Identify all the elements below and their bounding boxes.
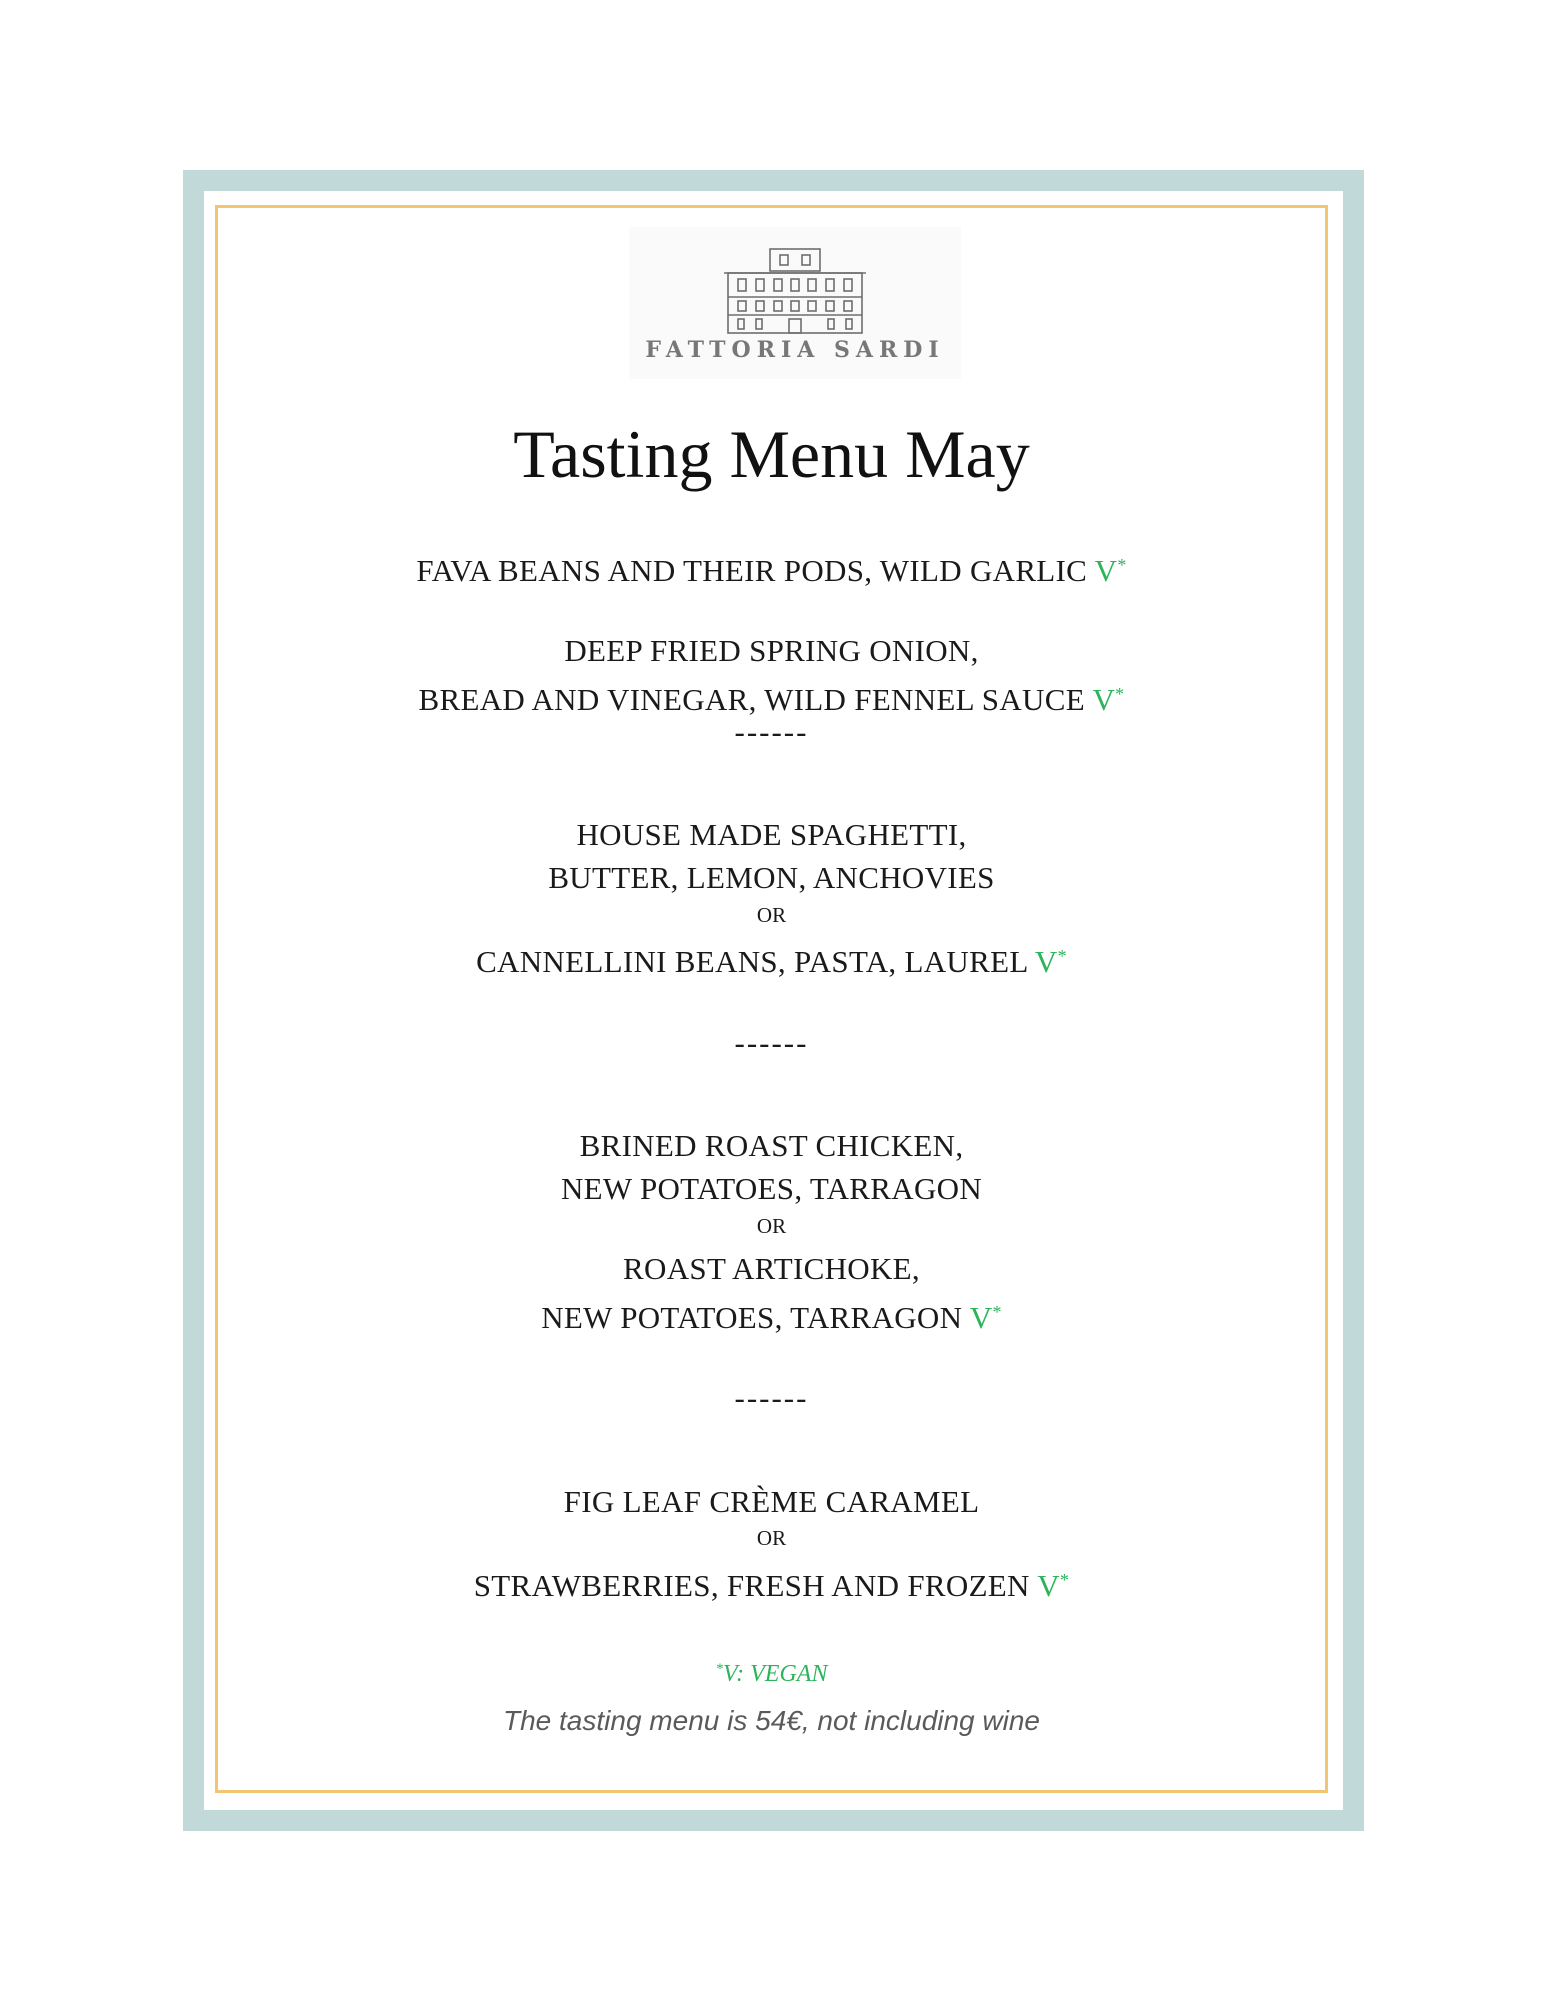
course-separator: ------ (734, 1025, 809, 1060)
menu-item-line (215, 1126, 1328, 1166)
dish-text: NEW POTATOES, TARRAGON (560, 1171, 983, 1206)
course-separator: ------ (734, 714, 809, 749)
dish-text: DEEP FRIED SPRING ONION, (564, 633, 979, 668)
page-title: Tasting Menu May (513, 416, 1030, 492)
menu-item-line (215, 1169, 1328, 1209)
vegan-legend: *V: VEGAN (715, 1661, 828, 1687)
menu-item-line (215, 858, 1328, 898)
vegan-mark: V* (1034, 944, 1067, 979)
dish-text: NEW POTATOES, TARRAGON (541, 1300, 963, 1335)
vegan-mark: V* (1094, 553, 1127, 588)
dish-text: CANNELLINI BEANS, PASTA, LAUREL (476, 944, 1028, 979)
vegan-mark: V* (1092, 682, 1125, 717)
vegan-mark: V* (1037, 1568, 1070, 1603)
menu-item-line (215, 1249, 1328, 1289)
or-label: OR (756, 1526, 787, 1550)
or-label: OR (756, 903, 787, 927)
dish-text: FAVA BEANS AND THEIR PODS, WILD GARLIC (416, 553, 1088, 588)
dish-text: BUTTER, LEMON, ANCHOVIES (548, 860, 995, 895)
price-note: The tasting menu is 54€, not including wine (503, 1705, 1040, 1736)
menu-item-line (215, 631, 1328, 671)
menu-item-line (215, 936, 1328, 982)
menu-item-line (215, 1560, 1328, 1606)
dish-text: STRAWBERRIES, FRESH AND FROZEN (473, 1568, 1030, 1603)
dish-text: BRINED ROAST CHICKEN, (579, 1128, 964, 1163)
logo-text: FATTORIA SARDI (645, 337, 945, 363)
course-separator: ------ (734, 1380, 809, 1415)
menu-content (215, 205, 1328, 1793)
dish-text: HOUSE MADE SPAGHETTI, (576, 817, 967, 852)
villa-building-icon (724, 247, 866, 335)
or-label: OR (756, 1214, 787, 1238)
fattoria-sardi-logo (629, 227, 961, 379)
vegan-mark: V* (969, 1300, 1002, 1335)
menu-item-line (215, 815, 1328, 855)
dish-text: ROAST ARTICHOKE, (623, 1251, 920, 1286)
menu-item-line (215, 1482, 1328, 1522)
dish-text: BREAD AND VINEGAR, WILD FENNEL SAUCE (418, 682, 1085, 717)
dish-text: FIG LEAF CRÈME CARAMEL (563, 1484, 980, 1519)
menu-item-line (215, 545, 1328, 591)
menu-item-line (215, 1292, 1328, 1338)
